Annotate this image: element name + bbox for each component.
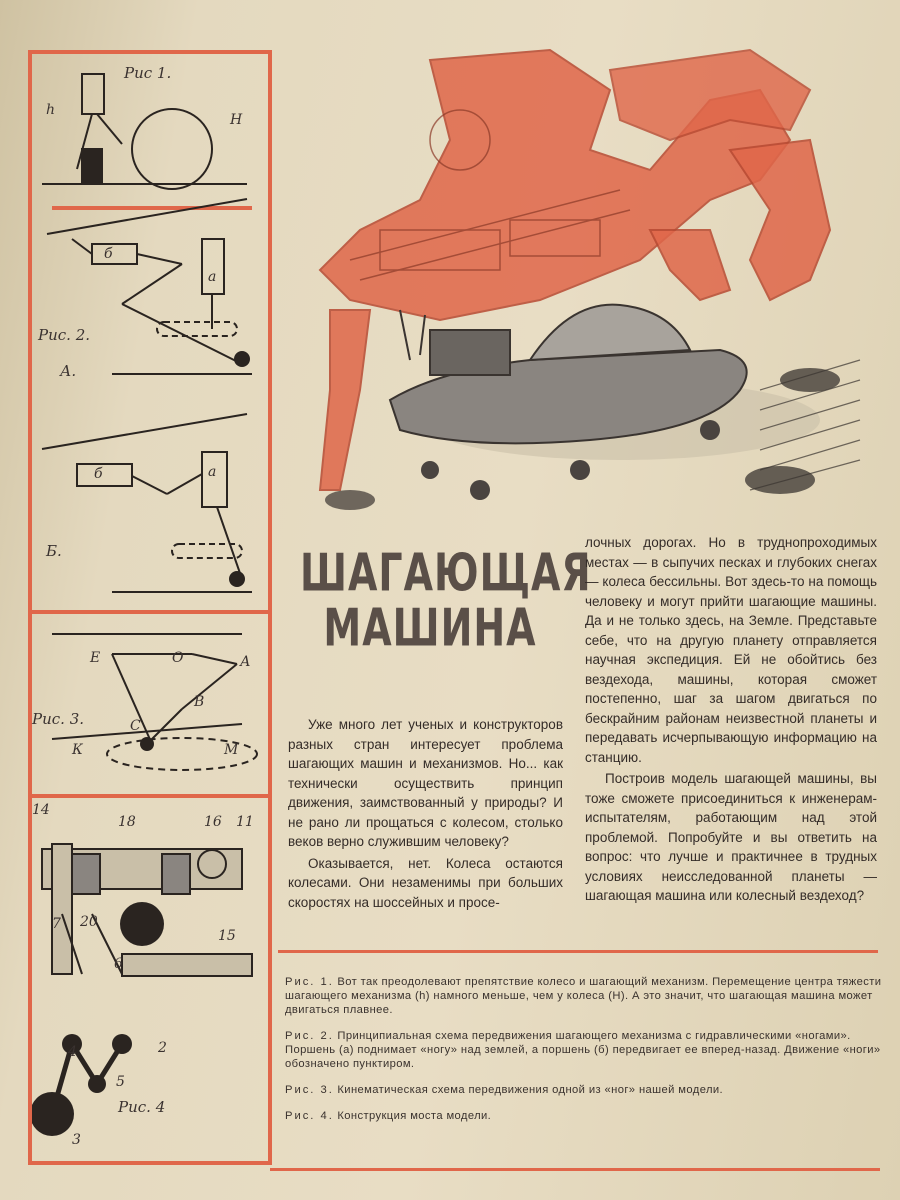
fig3-K-label: К [72, 742, 83, 758]
fig4-num-5: 5 [116, 1074, 125, 1090]
fig1-H-label: H [230, 112, 243, 128]
fig3-A-label: А [240, 654, 251, 670]
fig3-B-label: В [194, 694, 205, 710]
fig2a-label: А. [60, 362, 77, 380]
fig4-num-6: 6 [114, 956, 123, 972]
fig4-label: Рис. 4 [118, 1098, 166, 1116]
caption-fig3 [285, 1083, 885, 1097]
fig4-num-16: 16 [204, 814, 222, 830]
caption-ref: Рис. 3. [285, 1084, 334, 1096]
caption-text: Кинематическая схема передвижения одной из «ног» нашей модели. [337, 1084, 724, 1096]
paragraph: Оказывается, нет. Колеса остаются колесами. Они незаменимы при больших скоростях на шоссейных и просе- [288, 855, 563, 910]
caption-fig2 [285, 1029, 885, 1071]
paragraph: Уже много лет ученых и конструкторов разных стран интересует проблема шагающих машин и механизмов. Но... как технически осуществить принцип движения, заимствованный у природы? И не рано ли прощаться с колесом, столько веков верно служившим человеку? [288, 717, 563, 849]
caption-text: Конструкция моста модели. [337, 1110, 492, 1122]
fig2b-piston-b-label: б [94, 466, 103, 482]
illustration-drawing [290, 30, 870, 520]
caption-fig1 [285, 975, 885, 1017]
fig4-num-3: 3 [72, 1132, 81, 1148]
caption-text: Принципиальная схема передвижения шагающего механизма с гидравлическими «ногами». Поршень (а) поднимает «ногу» над землей, а поршень (б) передвигает ее вперед-назад. Движение «ноги» обозначено пунктиром. [285, 1030, 881, 1070]
caption-ref: Рис. 1. [285, 976, 334, 988]
fig4-num-2: 2 [158, 1040, 167, 1056]
fig2-piston-b-label: б [104, 246, 113, 262]
fig2-piston-a-label: а [208, 269, 217, 285]
fig4-num-15: 15 [218, 928, 236, 944]
caption-fig4 [285, 1109, 885, 1123]
divider-rule [278, 950, 878, 953]
caption-ref: Рис. 2. [285, 1030, 334, 1042]
caption-ref: Рис. 4. [285, 1110, 334, 1122]
fig3-C-label: С [130, 718, 141, 734]
fig2b-label: Б. [46, 542, 62, 560]
fig3-E-label: Е [90, 650, 101, 666]
fig4-num-11: 11 [236, 814, 254, 830]
walking-machine-illustration [290, 30, 870, 520]
fig2-label: Рис. 2. [38, 326, 91, 344]
bottom-rule [270, 1168, 880, 1171]
body-column-right [585, 533, 877, 906]
title-line-2: МАШИНА [323, 597, 537, 658]
paragraph-continued: лочных дорогах. Но в труднопроходимых местах — в сыпучих песках и глубоких снегах — колеса бессильны. Вот здесь-то на помощь человеку и могут прийти шагающие машины. Да и не только здесь, на Земле. Представьте себе, что на другую планету отправляется научная экспедиция. Ей не обойтись без вездехода, машины, которая сможет постепенно, шаг за шагом двигаться по бескрайним районам неизвестной планеты и передавать исчерпывающую информацию на станцию. [585, 535, 877, 765]
figures-column [28, 50, 272, 1165]
fig3-label: Рис. 3. [32, 710, 85, 728]
fig1-label: Рис 1. [124, 64, 172, 82]
fig4-num-20: 20 [80, 914, 98, 930]
title-line-1: ШАГАЮЩАЯ [300, 543, 592, 603]
fig4-num-14: 14 [32, 802, 50, 818]
fig3-O-label: О [172, 650, 184, 666]
figure-captions [285, 975, 885, 1135]
caption-text: Вот так преодолевают препятствие колесо и шагающий механизм. Перемещение центра тяжести шагающего механизма (h) намного меньше, чем у колеса (Н). А это значит, что шагающая машина может двигаться плавнее. [285, 976, 882, 1016]
fig2b-piston-a-label: а [208, 464, 217, 480]
fig4-num-4: 4 [68, 1044, 77, 1060]
article-title [300, 543, 592, 658]
fig4-num-18: 18 [118, 814, 136, 830]
paragraph: Построив модель шагающей машины, вы тоже сможете присоединиться к инженерам-испытателям, работающим над этой проблемой. Попробуйте и вы ответить на вопрос: что лучше и практичнее в трудных условиях неисследованной планеты — шагающая машина или колесный вездеход? [585, 771, 877, 903]
figures-drawing [32, 54, 268, 1161]
fig1-h-label: h [46, 102, 56, 118]
body-column-left [288, 715, 563, 912]
fig3-M-label: М [224, 742, 239, 758]
fig4-num-7: 7 [52, 916, 61, 932]
